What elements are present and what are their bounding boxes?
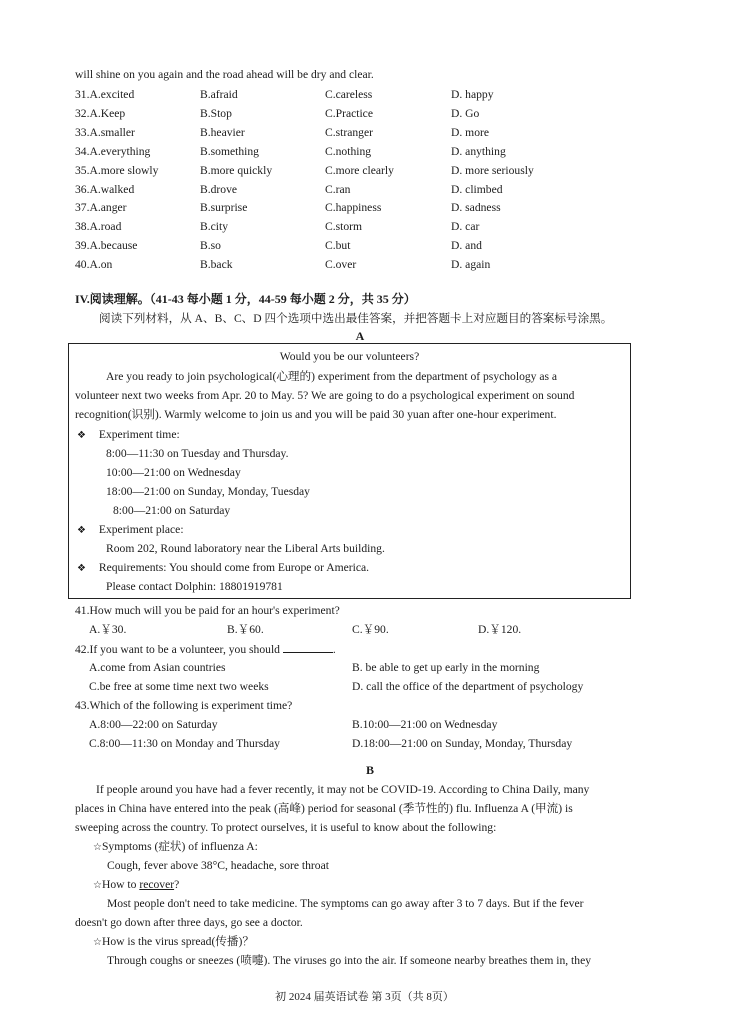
q43-option: A.8:00—22:00 on Saturday: [89, 718, 218, 731]
passage-b-line: places in China have entered into the peak (高峰) period for seasonal (季节性的) flu. Influenza A (甲流) is: [75, 802, 573, 815]
cloze-option-d: D. climbed: [451, 182, 503, 196]
cloze-option-a: 35.A.more slowly: [75, 163, 159, 177]
cloze-option-c: C.over: [325, 258, 357, 272]
section-instruction: 阅读下列材料，从 A、B、C、D 四个选项中选出最佳答案，并把答题卡上对应题目的答案标号涂黑。: [99, 312, 613, 325]
cloze-option-d: D. more seriously: [451, 163, 534, 177]
cloze-option-c: C.ran: [325, 182, 351, 196]
cloze-option-c: C.happiness: [325, 201, 382, 215]
cloze-option-d: D. again: [451, 258, 491, 272]
q41-option: C.￥90.: [352, 623, 389, 636]
q42-option: A.come from Asian countries: [89, 661, 226, 674]
q43-option: C.8:00—11:30 on Monday and Thursday: [89, 737, 280, 750]
cloze-option-b: B.Stop: [200, 106, 232, 120]
cloze-option-d: D. happy: [451, 88, 494, 101]
cloze-option-b: B.so: [200, 239, 221, 253]
star-icon: ☆: [93, 880, 102, 891]
q41-option: B.￥60.: [227, 623, 264, 636]
q43-option: B.10:00—21:00 on Wednesday: [352, 718, 498, 731]
passage-a-title: Would you be our volunteers?: [279, 350, 420, 363]
answer-blank: [283, 642, 333, 653]
cloze-option-b: B.drove: [200, 182, 238, 196]
cloze-option-b: B.something: [200, 144, 259, 158]
cloze-option-a: 36.A.walked: [75, 182, 135, 196]
underlined-word: recover: [139, 878, 175, 891]
diamond-bullet-icon: ❖: [77, 430, 86, 441]
cloze-option-b: B.heavier: [200, 125, 245, 139]
spread-heading: How is the virus spread(传播)？: [101, 935, 254, 948]
passage-a-intro-line: Are you ready to join psychological(心理的) experiment from the department of psychology as a: [106, 370, 558, 383]
cloze-option-a: 39.A.because: [75, 239, 138, 253]
q42-option: C.be free at some time next two weeks: [89, 680, 269, 693]
passage-a-box: [68, 343, 631, 599]
symptoms-heading: Symptoms (症状) of influenza A:: [101, 840, 258, 853]
cloze-option-a: 32.A.Keep: [75, 106, 126, 120]
diamond-bullet-icon: ❖: [77, 525, 86, 536]
q42-option: B. be able to get up early in the morning: [352, 661, 540, 674]
question-43: 43.Which of the following is experiment time?: [75, 699, 293, 712]
q43-option: D.18:00—21:00 on Sunday, Monday, Thursday: [352, 737, 573, 750]
experiment-place: Room 202, Round laboratory near the Liberal Arts building.: [106, 542, 385, 555]
cloze-option-c: C.but: [325, 239, 351, 253]
experiment-time-item: 18:00—21:00 on Sunday, Monday, Tuesday: [106, 485, 310, 498]
continuation-line: will shine on you again and the road ahead will be dry and clear.: [75, 68, 374, 81]
cloze-option-d: D. and: [451, 239, 482, 253]
cloze-option-a: 31.A.excited: [75, 88, 135, 101]
passage-b-line: If people around you have had a fever recently, it may not be COVID-19. According to China Daily, many: [96, 783, 590, 796]
cloze-option-c: C.storm: [325, 220, 363, 234]
cloze-option-c: C.stranger: [325, 125, 373, 139]
cloze-option-d: D. car: [451, 220, 480, 234]
cloze-option-c: C.nothing: [325, 144, 372, 158]
cloze-option-a: 33.A.smaller: [75, 125, 135, 139]
question-41: 41.How much will you be paid for an hour's experiment?: [75, 604, 340, 617]
cloze-option-a: 34.A.everything: [75, 144, 151, 158]
experiment-time-item: 8:00—11:30 on Tuesday and Thursday.: [106, 447, 289, 460]
passage-a-label: A: [355, 329, 365, 343]
contact: Please contact Dolphin: 18801919781: [106, 580, 283, 593]
cloze-option-b: B.afraid: [200, 88, 238, 101]
question-42: 42.If you want to be a volunteer, you should .: [75, 643, 336, 656]
spread-line: Through coughs or sneezes (喷嚏). The viruses go into the air. If someone nearby breathes them in, they: [107, 954, 592, 967]
cloze-option-d: D. more: [451, 125, 489, 139]
cloze-option-b: B.city: [200, 220, 229, 234]
star-icon: ☆: [93, 937, 102, 948]
recover-line: doesn't go down after three days, go see a doctor.: [75, 916, 303, 929]
cloze-option-b: B.more quickly: [200, 163, 273, 177]
diamond-bullet-icon: ❖: [77, 563, 86, 574]
cloze-option-a: 37.A.anger: [75, 201, 127, 215]
experiment-time-label: Experiment time:: [98, 428, 180, 441]
q42-option: D. call the office of the department of psychology: [352, 680, 584, 693]
experiment-time-item: 10:00—21:00 on Wednesday: [106, 466, 241, 479]
experiment-place-label: Experiment place:: [98, 523, 184, 536]
cloze-option-d: D. sadness: [451, 201, 501, 215]
passage-a-intro-line: volunteer next two weeks from Apr. 20 to May. 5? We are going to do a psychological experiment on sound: [75, 389, 575, 402]
cloze-option-a: 38.A.road: [75, 220, 122, 234]
experiment-time-item: 8:00—21:00 on Saturday: [113, 504, 231, 517]
passage-b-label: B: [365, 763, 374, 777]
cloze-option-d: D. Go: [451, 106, 480, 120]
recover-line: Most people don't need to take medicine. The symptoms can go away after 3 to 7 days. But if the fever: [107, 897, 584, 910]
passage-b-line: sweeping across the country. To protect ourselves, it is useful to know about the following:: [75, 821, 497, 834]
cloze-option-b: B.surprise: [200, 201, 248, 215]
passage-a-intro-line: recognition(识别). Warmly welcome to join us and you will be paid 30 yuan after one-hour experiment.: [75, 408, 557, 421]
cloze-option-b: B.back: [200, 258, 233, 272]
cloze-option-c: C.careless: [325, 88, 373, 101]
requirements: Requirements: You should come from Europe or America.: [98, 561, 370, 574]
cloze-option-c: C.Practice: [325, 106, 373, 120]
q41-option: D.￥120.: [478, 623, 522, 636]
star-icon: ☆: [93, 842, 102, 853]
cloze-option-d: D. anything: [451, 144, 506, 158]
symptoms-list: Cough, fever above 38°C, headache, sore throat: [107, 859, 329, 872]
cloze-option-a: 40.A.on: [75, 258, 113, 272]
cloze-option-c: C.more clearly: [325, 163, 394, 177]
page-footer: 初 2024 届英语试卷 第 3页（共 8页）: [275, 991, 454, 1003]
q41-option: A.￥30.: [89, 623, 127, 636]
section-title: IV.阅读理解。（41-43 每小题 1 分，44-59 每小题 2 分，共 35 分）: [75, 292, 416, 306]
